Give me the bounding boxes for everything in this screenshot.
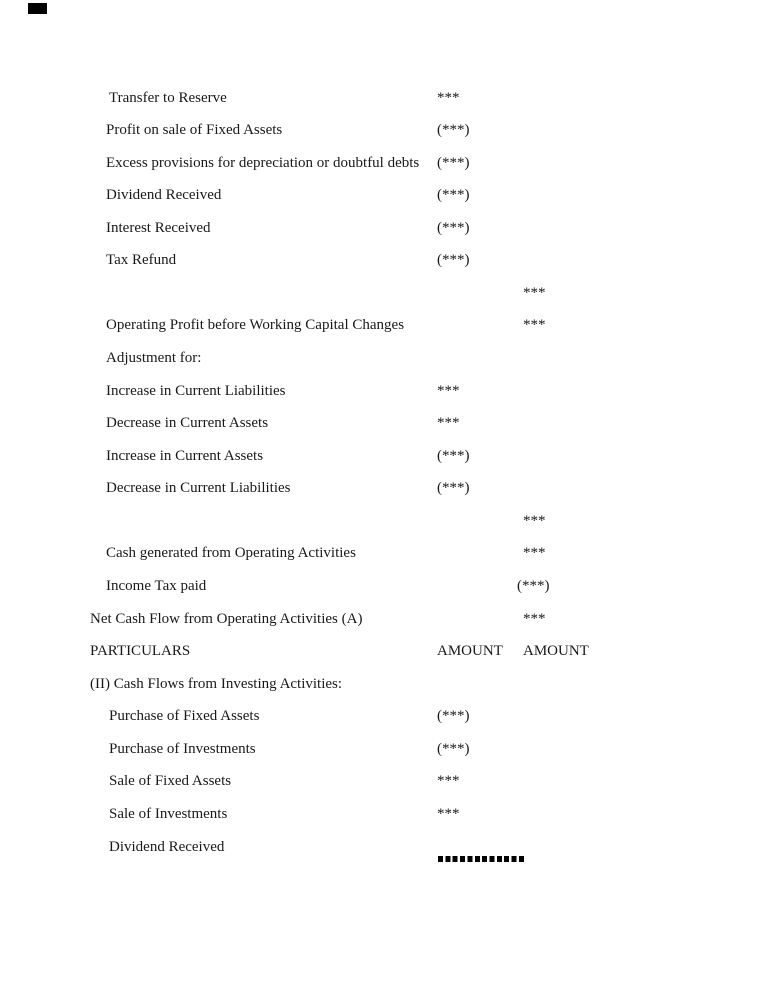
statement-row xyxy=(90,674,765,695)
statement-row xyxy=(90,381,765,402)
row-label: Dividend Received xyxy=(109,838,225,855)
statement-row xyxy=(90,543,765,564)
amount1-value: *** xyxy=(437,382,460,399)
row-label: Profit on sale of Fixed Assets xyxy=(106,122,283,139)
statement-row xyxy=(90,315,765,336)
amount1-value: (***) xyxy=(437,708,470,725)
statement-row xyxy=(90,88,765,109)
amount1-value: (***) xyxy=(437,480,470,497)
amount1-value: (***) xyxy=(437,447,470,464)
amount1-value: (***) xyxy=(437,122,470,139)
row-label: Purchase of Fixed Assets xyxy=(109,708,260,725)
amount1-header-label: AMOUNT xyxy=(437,643,503,660)
row-label: Decrease in Current Liabilities xyxy=(106,480,291,497)
statement-row xyxy=(90,804,765,825)
row-label: Income Tax paid xyxy=(106,578,207,595)
statement-row xyxy=(90,478,765,499)
row-label: Sale of Fixed Assets xyxy=(109,773,232,790)
statement-row xyxy=(90,218,765,239)
statement-row xyxy=(90,250,765,271)
statement-row xyxy=(90,413,765,434)
scan-artifact-mark xyxy=(28,3,47,14)
row-label: Cash generated from Operating Activities xyxy=(106,545,356,562)
row-label: Increase in Current Liabilities xyxy=(106,382,286,399)
amount1-value: (***) xyxy=(437,219,470,236)
statement-row xyxy=(90,446,765,467)
amount2-value: (***) xyxy=(517,578,550,595)
amount2-value: *** xyxy=(523,610,546,627)
row-label: Interest Received xyxy=(106,219,211,236)
row-label: (II) Cash Flows from Investing Activities: xyxy=(90,675,343,692)
statement-header-row xyxy=(90,641,765,662)
row-label: Adjustment for: xyxy=(106,350,202,367)
row-label: Dividend Received xyxy=(106,187,222,204)
amount2-value: *** xyxy=(523,284,546,301)
row-label: Decrease in Current Assets xyxy=(106,415,269,432)
amount1-value: (***) xyxy=(437,154,470,171)
particulars-header-label: PARTICULARS xyxy=(90,643,191,660)
amount1-value: *** xyxy=(437,89,460,106)
statement-row xyxy=(90,576,765,597)
statement-row xyxy=(90,837,765,858)
statement-row xyxy=(90,120,765,141)
statement-row xyxy=(90,348,765,369)
amount1-value: *** xyxy=(437,806,460,823)
amount2-value: *** xyxy=(523,545,546,562)
statement-row xyxy=(90,609,765,630)
row-label: Sale of Investments xyxy=(109,806,228,823)
statement-row xyxy=(90,511,765,532)
amount2-header-label: AMOUNT xyxy=(523,643,589,660)
statement-row xyxy=(90,153,765,174)
statement-row xyxy=(90,283,765,304)
statement-row xyxy=(90,185,765,206)
row-label: Tax Refund xyxy=(106,252,177,269)
amount1-value: (***) xyxy=(437,187,470,204)
amount2-value: *** xyxy=(523,512,546,529)
row-label: Increase in Current Assets xyxy=(106,447,264,464)
statement-row xyxy=(90,706,765,727)
row-label: Operating Profit before Working Capital Changes xyxy=(106,317,405,334)
row-label: Excess provisions for depreciation or doubtful debts xyxy=(106,154,420,171)
amount1-value: (***) xyxy=(437,252,470,269)
amount2-value: *** xyxy=(523,317,546,334)
dotted-fill-in-line xyxy=(438,856,526,862)
amount1-value: (***) xyxy=(437,740,470,757)
row-label: Net Cash Flow from Operating Activities (A) xyxy=(90,610,363,627)
row-label: Purchase of Investments xyxy=(109,740,256,757)
amount1-value: *** xyxy=(437,415,460,432)
row-label: Transfer to Reserve xyxy=(109,89,227,106)
statement-row xyxy=(90,771,765,792)
amount1-value: *** xyxy=(437,773,460,790)
statement-row xyxy=(90,739,765,760)
